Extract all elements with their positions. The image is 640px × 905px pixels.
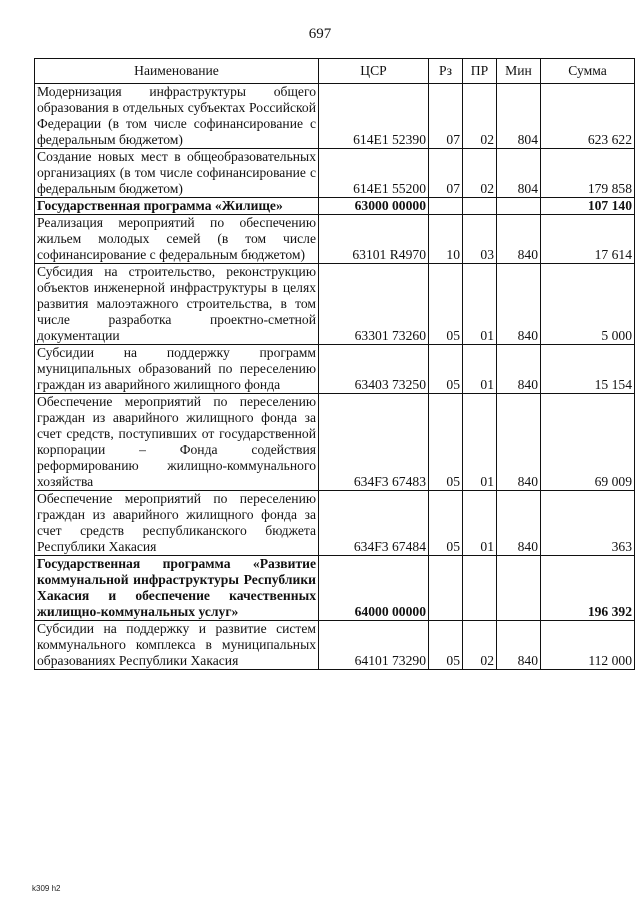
cell-pr: 02 [463, 621, 497, 670]
cell-min [497, 556, 541, 621]
table-row [35, 84, 635, 149]
cell-sum: 17 614 [541, 215, 635, 264]
cell-pr [463, 556, 497, 621]
header-rz: Рз [429, 59, 463, 84]
cell-csr: 634F3 67484 [319, 491, 429, 556]
cell-sum: 107 140 [541, 198, 635, 215]
cell-name: Обеспечение мероприятий по переселению граждан из аварийного жилищного фонда за счет средств, поступивших от государственной корпорации – Фонда содействия реформированию жилищно-коммунального хозяйства [35, 394, 319, 491]
table-row [35, 149, 635, 198]
cell-name: Обеспечение мероприятий по переселению граждан из аварийного жилищного фонда за счет средств республиканского бюджета Республики Хакасия [35, 491, 319, 556]
cell-name: Субсидии на поддержку и развитие систем коммунального комплекса в муниципальных образованиях Республики Хакасия [35, 621, 319, 670]
table-row [35, 345, 635, 394]
header-csr: ЦСР [319, 59, 429, 84]
cell-sum: 69 009 [541, 394, 635, 491]
cell-csr: 63101 R4970 [319, 215, 429, 264]
cell-min [497, 198, 541, 215]
header-min: Мин [497, 59, 541, 84]
table-row [35, 621, 635, 670]
cell-pr: 01 [463, 264, 497, 345]
cell-rz: 05 [429, 345, 463, 394]
cell-name: Государственная программа «Жилище» [35, 198, 319, 215]
cell-min: 804 [497, 149, 541, 198]
cell-sum: 112 000 [541, 621, 635, 670]
cell-pr: 02 [463, 84, 497, 149]
table-row [35, 394, 635, 491]
cell-csr: 614E1 55200 [319, 149, 429, 198]
cell-rz: 07 [429, 84, 463, 149]
header-sum: Сумма [541, 59, 635, 84]
page-number: 697 [308, 26, 332, 42]
footer-code: k309 h2 [32, 884, 61, 893]
cell-csr: 63403 73250 [319, 345, 429, 394]
cell-sum: 196 392 [541, 556, 635, 621]
cell-rz [429, 556, 463, 621]
cell-min: 840 [497, 394, 541, 491]
cell-name: Реализация мероприятий по обеспечению жильем молодых семей (в том числе софинансирование с федеральным бюджетом) [35, 215, 319, 264]
table-row [35, 491, 635, 556]
cell-csr: 63000 00000 [319, 198, 429, 215]
cell-pr: 02 [463, 149, 497, 198]
table-header-row [35, 59, 635, 84]
cell-sum: 15 154 [541, 345, 635, 394]
cell-name: Государственная программа «Развитие коммунальной инфраструктуры Республики Хакасия и обеспечение качественных жилищно-коммунальных услуг» [35, 556, 319, 621]
cell-rz: 05 [429, 264, 463, 345]
cell-pr [463, 198, 497, 215]
cell-min: 804 [497, 84, 541, 149]
header-pr: ПР [463, 59, 497, 84]
cell-csr: 614E1 52390 [319, 84, 429, 149]
table-row [35, 215, 635, 264]
cell-name: Субсидия на строительство, реконструкцию объектов инженерной инфраструктуры в целях развития малоэтажного строительства, в том числе разработка проектно-сметной документации [35, 264, 319, 345]
cell-rz: 05 [429, 491, 463, 556]
table-row [35, 264, 635, 345]
cell-pr: 01 [463, 345, 497, 394]
cell-csr: 64000 00000 [319, 556, 429, 621]
cell-name: Субсидии на поддержку программ муниципальных образований по переселению граждан из аварийного жилищного фонда [35, 345, 319, 394]
cell-pr: 01 [463, 491, 497, 556]
cell-name: Создание новых мест в общеобразовательных организациях (в том числе софинансирование с федеральным бюджетом) [35, 149, 319, 198]
cell-pr: 01 [463, 394, 497, 491]
cell-rz: 07 [429, 149, 463, 198]
cell-csr: 64101 73290 [319, 621, 429, 670]
table-body [35, 84, 635, 670]
cell-min: 840 [497, 345, 541, 394]
header-name: Наименование [35, 59, 319, 84]
cell-rz: 10 [429, 215, 463, 264]
cell-min: 840 [497, 215, 541, 264]
cell-min: 840 [497, 621, 541, 670]
cell-min: 840 [497, 264, 541, 345]
cell-min: 840 [497, 491, 541, 556]
cell-csr: 634F3 67483 [319, 394, 429, 491]
cell-sum: 623 622 [541, 84, 635, 149]
cell-pr: 03 [463, 215, 497, 264]
cell-rz [429, 198, 463, 215]
budget-table [34, 58, 635, 670]
cell-csr: 63301 73260 [319, 264, 429, 345]
table-row [35, 556, 635, 621]
table-row [35, 198, 635, 215]
cell-sum: 179 858 [541, 149, 635, 198]
cell-sum: 5 000 [541, 264, 635, 345]
cell-rz: 05 [429, 621, 463, 670]
cell-name: Модернизация инфраструктуры общего образования в отдельных субъектах Российской Федерации (в том числе софинансирование с федеральным бюджетом) [35, 84, 319, 149]
cell-sum: 363 [541, 491, 635, 556]
cell-rz: 05 [429, 394, 463, 491]
